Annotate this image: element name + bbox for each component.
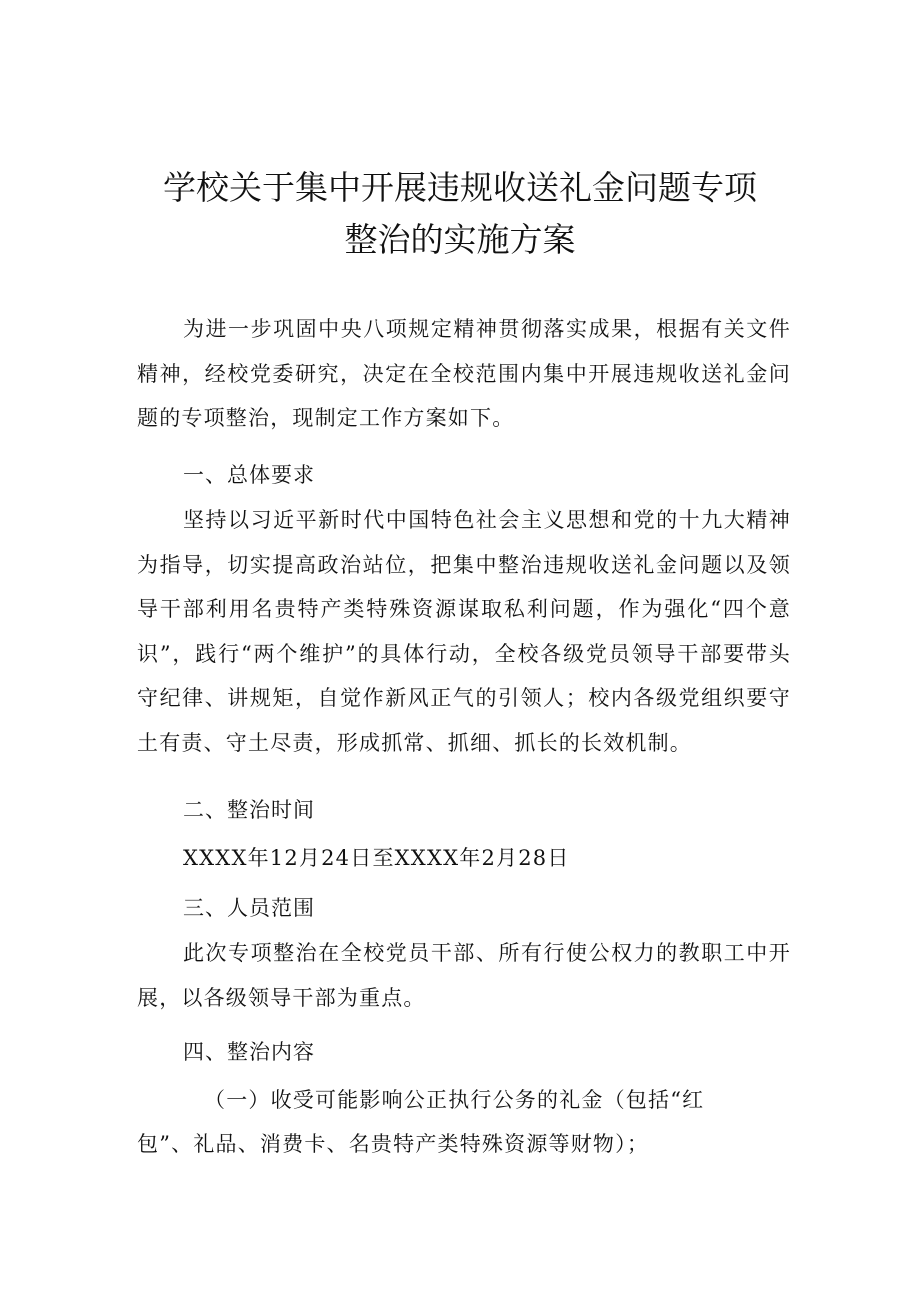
section-heading-content: 四、整治内容 xyxy=(183,1040,315,1064)
section-body-period: XXXX年12月24日至XXXX年2月28日 xyxy=(183,846,570,870)
content-item-1-line-2: 包”、礼品、消费卡、名贵特产类特殊资源等财物）； xyxy=(137,1132,650,1156)
section-heading-general-requirements: 一、总体要求 xyxy=(183,463,315,487)
section-heading-period: 二、整治时间 xyxy=(183,798,315,822)
document-title-line-1: 学校关于集中开展违规收送礼金问题专项 xyxy=(163,168,757,207)
document-title-line-2: 整治的实施方案 xyxy=(344,220,576,259)
section-heading-scope: 三、人员范围 xyxy=(183,896,315,920)
intro-paragraph: 为进一步巩固中央八项规定精神贯彻落实成果，根据有关文件精神，经校党委研究，决定在全校范围内集中开展违规收送礼金问题的专项整治，现制定工作方案如下。 xyxy=(137,317,791,430)
section-body-general-requirements: 坚持以习近平新时代中国特色社会主义思想和党的十九大精神为指导，切实提高政治站位，把集中整治违规收送礼金问题以及领导干部利用名贵特产类特殊资源谋取私利问题，作为强化“四个意识”，践行“两个维护”的具体行动，全校各级党员领导干部要带头守纪律、讲规矩，自觉作新风正气的引领人；校内各级党组织要守土有责、守土尽责，形成抓常、抓细、抓长的长效机制。 xyxy=(137,508,791,755)
content-item-1-line-1: （一）收受可能影响公正执行公务的礼金（包括“红 xyxy=(204,1088,705,1112)
section-body-scope: 此次专项整治在全校党员干部、所有行使公权力的教职工中开展，以各级领导干部为重点。 xyxy=(137,941,791,1010)
